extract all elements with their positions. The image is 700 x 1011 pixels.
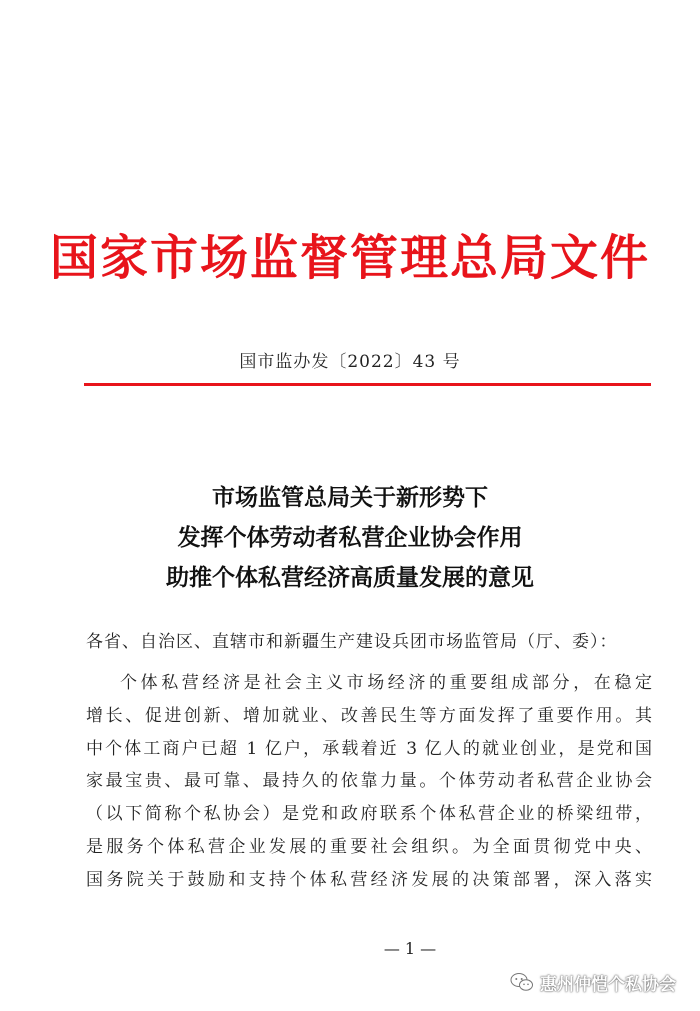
body-line: 增长、促进创新、增加就业、改善民生等方面发挥了重要作用。其 bbox=[86, 705, 652, 726]
body-line: 个体私营经济是社会主义市场经济的重要组成部分，在稳定 bbox=[120, 673, 652, 693]
title-line: 市场监管总局关于新形势下 bbox=[212, 484, 488, 511]
title-line: 助推个体私营经济高质量发展的意见 bbox=[166, 564, 534, 591]
body-line: 中个体工商户已超 1 亿户，承载着近 3 亿人的就业创业，是党和国 bbox=[86, 738, 652, 759]
wechat-icon bbox=[510, 972, 534, 992]
body-paragraph bbox=[86, 667, 652, 897]
body-line: 是服务个体私营企业发展的重要社会组织。为全面贯彻党中央、 bbox=[86, 836, 652, 857]
page-number: — 1 — bbox=[383, 939, 437, 958]
watermark bbox=[510, 969, 676, 995]
red-divider-line bbox=[84, 383, 651, 386]
body-line: 国务院关于鼓励和支持个体私营经济发展的决策部署，深入落实 bbox=[86, 869, 652, 890]
document-title bbox=[0, 478, 700, 598]
salutation: 各省、自治区、直辖市和新疆生产建设兵团市场监管局（厅、委）： bbox=[86, 632, 618, 652]
body-line: （以下简称个私协会）是党和政府联系个体私营企业的桥梁纽带， bbox=[86, 804, 652, 825]
title-line: 发挥个体劳动者私营企业协会作用 bbox=[177, 524, 523, 551]
document-number: 国市监办发〔2022〕43 号 bbox=[239, 352, 461, 372]
watermark-text: 惠州仲恺个私协会 bbox=[540, 974, 676, 995]
body-line: 家最宝贵、最可靠、最持久的依靠力量。个体劳动者私营企业协会 bbox=[86, 771, 652, 792]
issuing-org-title: 国家市场监督管理总局文件 bbox=[49, 230, 650, 286]
